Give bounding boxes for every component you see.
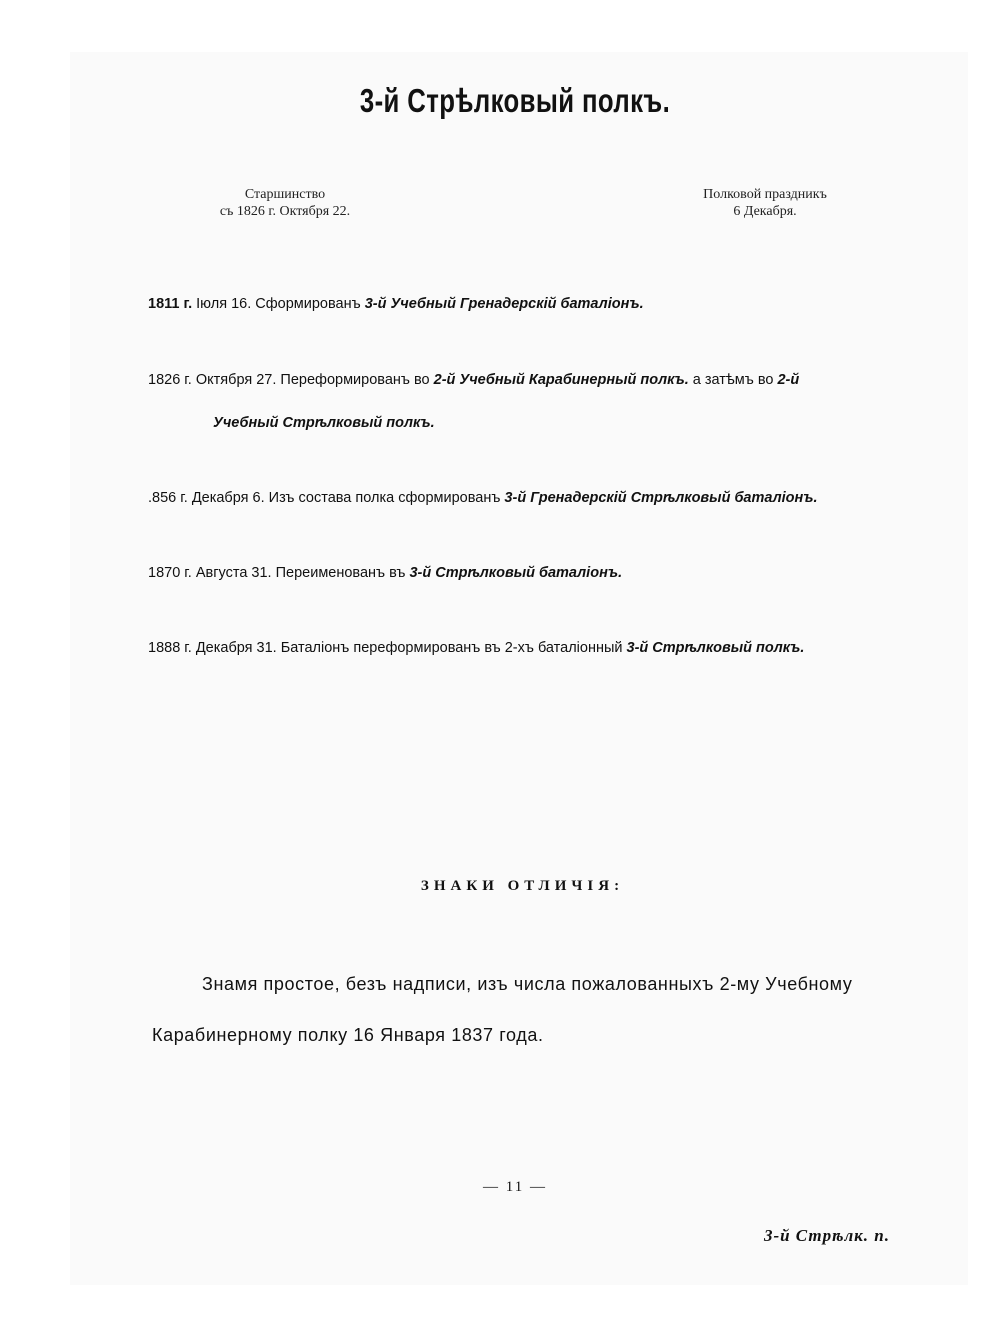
distinctions-heading: ЗНАКИ ОТЛИЧІЯ: xyxy=(420,878,625,894)
page-title: 3-й Стрѣлковый полкъ. xyxy=(359,82,671,119)
entry-year: 1811 xyxy=(148,296,180,312)
seniority-date: съ 1826 г. Октября 22. xyxy=(219,204,351,219)
history-entry-1826 xyxy=(148,371,908,389)
entry-unit-name: 3-й Стрѣлковый баталіонъ. xyxy=(409,565,623,581)
entry-text: 1826 г. Октября 27. Переформированъ во xyxy=(148,372,434,388)
page-background xyxy=(70,52,968,1285)
seniority-label: Старшинство xyxy=(244,187,326,202)
history-entry-1811 xyxy=(148,295,908,313)
entry-text: 1870 г. Августа 31. Переименованъ въ xyxy=(148,565,410,581)
seniority-block xyxy=(190,186,380,220)
entry-text-mid: а затѣмъ во xyxy=(688,372,778,388)
history-entry-1856 xyxy=(148,489,908,507)
page-number: — 11 — xyxy=(483,1179,547,1195)
entry-year-suffix: г. xyxy=(183,296,193,312)
entry-text: .856 г. Декабря 6. Изъ состава полка сформированъ xyxy=(148,490,505,506)
history-entry-1888 xyxy=(148,639,908,657)
entry-unit-name-continued: Учебный Стрѣлковый полкъ. xyxy=(213,415,435,431)
distinctions-text-line-1: Знамя простое, безъ надписи, изъ числа пожалованныхъ 2-му Учебному xyxy=(202,974,853,994)
history-entry-1870 xyxy=(148,564,908,582)
history-entry-1826-continued xyxy=(213,414,973,432)
entry-unit-name: 2-й Учебный Карабинерный полкъ. xyxy=(433,372,689,388)
regimental-holiday-block xyxy=(670,186,860,220)
distinctions-text-line-2: Карабинерному полку 16 Января 1837 года. xyxy=(152,1025,544,1045)
holiday-label: Полковой праздникъ xyxy=(703,187,827,202)
entry-unit-name: 3-й Учебный Гренадерскій баталіонъ. xyxy=(364,296,644,312)
entry-text: 1888 г. Декабря 31. Баталіонъ переформированъ въ 2-хъ баталіонный xyxy=(148,640,627,656)
entry-text: Іюля 16. Сформированъ xyxy=(196,296,365,312)
entry-unit-name: 3-й Стрѣлковый полкъ. xyxy=(626,640,805,656)
holiday-date: 6 Декабря. xyxy=(733,204,797,219)
footer-signature: 3-й Стрѣлк. п. xyxy=(763,1226,890,1245)
entry-unit-name: 3-й Гренадерскій Стрѣлковый баталіонъ. xyxy=(504,490,818,506)
entry-unit-name-2: 2-й xyxy=(777,372,800,388)
